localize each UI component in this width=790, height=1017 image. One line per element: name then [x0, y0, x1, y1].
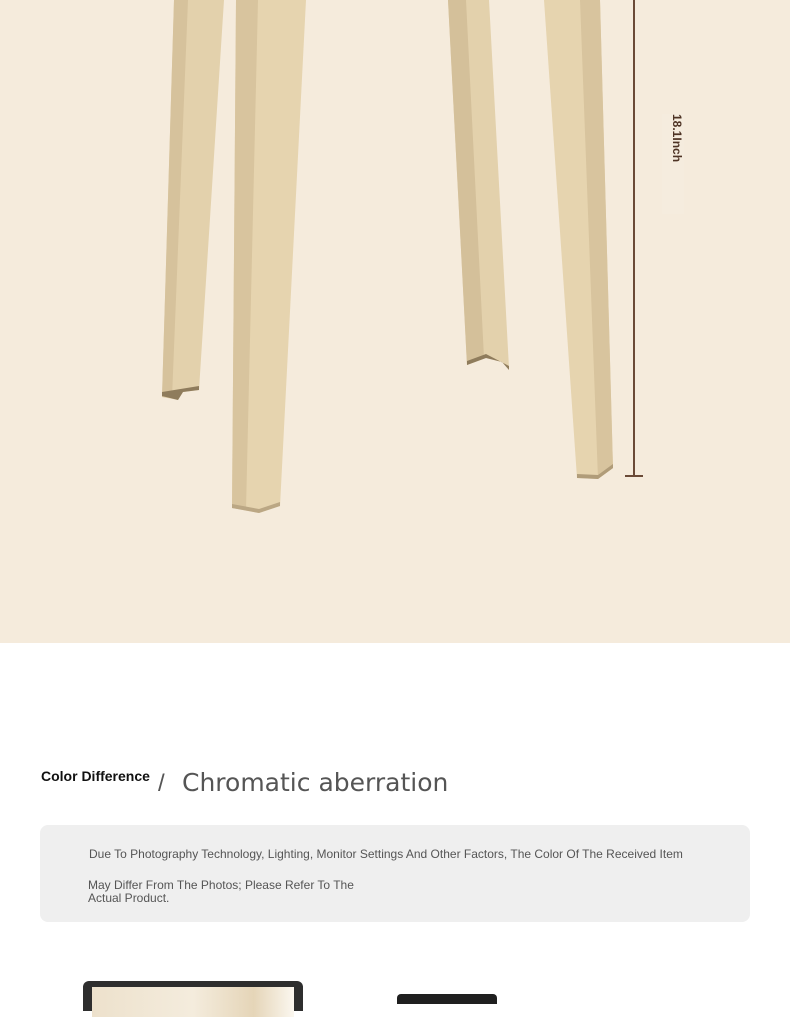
heading-separator: /	[158, 770, 165, 797]
height-dimension-label: 18.1Inch	[662, 114, 684, 214]
color-difference-heading: Color Difference	[41, 768, 150, 784]
color-notice-line-1: Due To Photography Technology, Lighting, Monitor Settings And Other Factors, The Color Of The Received Item	[89, 847, 683, 861]
color-notice-box	[40, 825, 750, 922]
chromatic-aberration-subtitle: Chromatic aberration	[182, 768, 449, 797]
monitor-screen	[92, 987, 294, 1017]
color-notice-line-2: May Differ From The Photos; Please Refer To The Actual Product.	[88, 878, 354, 905]
monitor-comparison-image	[83, 981, 303, 1011]
phone-comparison-image	[397, 994, 497, 1004]
